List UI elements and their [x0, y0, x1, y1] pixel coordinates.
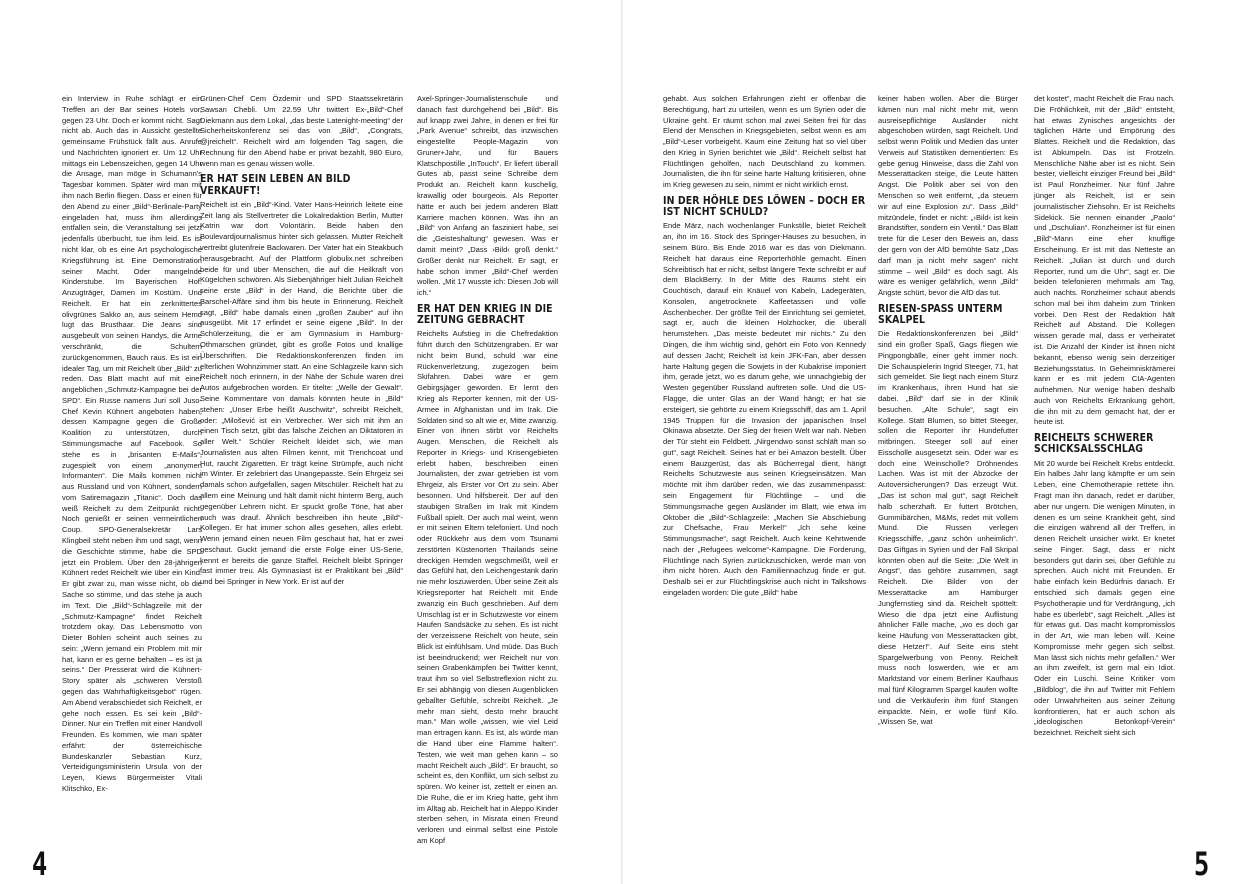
left-page-column-3	[417, 94, 558, 845]
body-paragraph: Die Redaktionskonferenzen bei „Bild“ sind ein großer Spaß, Gags fliegen wie Pingpongbälle, einer geht immer noch. Die Schauspielerin Ingrid Steeger, 71, hat sich gemeldet. Sie liegt nach einem Sturz im Krankenhaus, ihren Hund hat sie dabei. „Bild“ darf sie in der Klinik besuchen. „Alte Schule“, sagt ein Kollege. Statt Blumen, so bittet Steeger, sollen die Reporter ihr Hundefutter mitbringen. Steeger soll auf einer Eisscholle ausgesetzt sein. Oder war es doch eine Weinscholle? Dröhnendes Lachen. Was ist mit der Abzocke der Autoversicherungen? Das erzeugt Wut. „Das ist schon mal gut“, sagt Reichelt halb scherzhaft. Er futtert Brötchen, Gummibärchen, M&Ms, redet mit vollem Mund. Die Russen verlegen Kriegsschiffe, „ganz schön unheimlich“. Das Giftgas in Syrien und der Fall Skripal könnten oben auf die Seite: „Die Welt in Angst“, das gehöre zusammen, sagt Reichelt. Die Bilder von der Messerattacke am Hamburger Jungfernstieg sind da. Reichelt spöttelt: Wieso die dpa jetzt eine Auflistung ähnlicher Fälle mache, „wo es doch gar keine Häufung von Messerattacken gibt, diese Hetzer!“. Auf Seite eins steht Spargelwerbung von Penny. Reichelt muss noch loswerden, wie er am Marktstand vor einem Berliner Kaufhaus mal fünf Kilogramm Spargel kaufen wollte und die Verkäuferin ihm fünf Stangen einpackte. Nein, er wolle fünf Kilo. „Wissen Se, wat	[878, 329, 1018, 727]
page-number-right: 5	[1193, 845, 1210, 883]
body-paragraph: Mit 20 wurde bei Reichelt Krebs entdeckt. Ein halbes Jahr lang kämpfte er um sein Leben, eine Chemotherapie rettete ihn. Fragt man ihn danach, redet er darüber, aber nur ungern. Die wenigen Minuten, in denen es um seine Krankheit geht, sind die einzigen während all der Treffen, in denen Reichelt unsicher wirkt. Er knetet seine Finger. Sagt, dass er nicht besonders gut darin sei, über Gefühle zu sprechen. Auch nicht mit Freunden. Er habe einfach kein Bedürfnis danach. Er entschied sich damals gegen eine Psychotherapie und für Verdrängung, „ich habe es überlebt“, sagt Reichelt. „Alles ist für etwas gut. Das macht kompromisslos in der Art, wie man leben will. Keine Kompromisse mehr gegen sich selbst. Man lässt sich nichts mehr gefallen.“ Wer an ihm zweifelt, ist gern mal ein Idiot. Oder ein Luschi. Seine Kritiker vom „Bildblog“, die ihn auf Twitter mit Fehlern oder Unwahrheiten aus seiner Zeitung konfrontieren, hat er auch schon als „ideologischen Betonkopf-Verein“ bezeichnet. Reichelt sieht sich	[1034, 458, 1175, 738]
body-paragraph: Grünen-Chef Cem Özdemir und SPD Staatssekretärin Sawsan Chebli. Um 22.59 Uhr twittert Ex-„Bild“-Chef Diekmann aus dem Lokal, „das beste Latenight-meeting“ der Sicherheitskonferenz sei das von „Bild“, „Congrats, @jreichelt“. Reichelt wird am folgenden Tag sagen, die Rechnung für den Abend habe er privat bezahlt, 980 Euro, wenn man es genau wissen wolle.	[200, 94, 403, 168]
body-paragraph: ein Interview in Ruhe schlägt er ein Treffen an der Bar seines Hotels vor, gegen 23 Uhr. Doch er kommt nicht. Sagt nicht ab. Auch das in Aussicht gestellte gemeinsame Frühstück fällt aus. Anrufe und Nachrichten ignoriert er. Um 12 Uhr mittags ein Lebenszeichen, gegen 14 Uhr die Ansage, man möge in Schumann's Tagesbar kommen. Später wird man mit ihm nach Berlin fliegen. Dass er einen für den Abend zu einer „Bild“-Berlinale-Party eingeladen hat, muss ihm allerdings entfallen sein, die Veranstaltung sei jetzt jedenfalls überbucht, tue ihm leid. Es ist nicht klar, ob es eine Art psychologische Kriegsführung ist. Eine Demonstration seiner Macht. Oder mangelnde Kinderstube. Im Bayerischen Hof. Anzugträger, Damen im Kostüm. Und Reichelt. Er hat ein zerknittertes olivgrünes Sakko an, aus seinem Hemd lugt das Brusthaar. Die Jeans sind ausgebeult von seinen Handys, die Arme verschränkt, die Schultern zurückgenommen, Bauch raus. Es ist ein idealer Tag, um mit Reichelt über „Bild“ zu reden. Das Blatt macht auf mit einer angeblichen „Schmutz-Kampagne bei der SPD“. Ein Russe namens Juri soll Juso-Chef Kevin Kühnert angeboten haben, dessen Kampagne gegen die Große Koalition zu unterstützen, durch Stimmungsmache auf Facebook. So stehe es in „brisanten E-Mails“, zugespielt von einem „anonymen Informanten“. Die Mails kommen nicht aus Russland und von Kühnert, sondern vom Satiremagazin „Titanic“. Doch das weiß Reichelt zu dem Zeitpunkt nicht. Noch genießt er seinen vermeintlichen Coup. SPD-Generalsekretär Lars Klingbeil steht neben ihm und sagt, wenn die Geschichte stimme, habe die SPD jetzt ein Problem. Über den 28-jährigen Kühnert redet Reichelt wie über ein Kind. Er gibt zwar zu, man wisse nicht, ob die Sache so stimme, und das stehe ja auch im Text. Die „Bild“-Schlagzeile mit der „Schmutz-Kampagne“ findet Reichelt trotzdem okay. Das Lebensmotto von Dieter Bohlen scheint auch seines zu sein: „Wenn jemand ein Problem mit mir hat, kann er es gerne behalten – es ist ja seins.“ Der Presserat wird die Kühnert-Story später als „schweren Verstoß gegen das Wahrhaftigkeitsgebot“ rügen. Am Abend verabschiedet sich Reichelt, er gehe noch essen. Es sei kein „Bild“-Dinner. Nur ein Treffen mit einer Handvoll Freunden. Es kommen, wie man später erfährt: der österreichische Bundeskanzler Sebastian Kurz, Verteidigungsministerin Ursula von der Leyen, Kiews Bürgermeister Vitali Klitschko, Ex-	[62, 94, 202, 793]
body-paragraph: gehabt. Aus solchen Erfahrungen zieht er offenbar die Berechtigung, hart zu urteilen, wenn es um Syrien oder die Ukraine geht. Er räumt schon mal zwei Seiten frei für das Elend der Menschen in Kriegsgebieten, selbst wenn es am „Bild“-Leser vorbeigeht. Kaum eine Zeitung hat so viel über den Krieg in Syrien berichtet wie „Bild“. Reichelt selbst hat Flüchtlingen geholfen, nach Deutschland zu kommen. Journalisten, die ihn für seine harte Haltung kritisieren, ohne im Krieg gewesen zu sein, nimmt er nicht wirklich ernst.	[663, 94, 866, 190]
right-page-column-3	[1034, 94, 1175, 824]
body-paragraph: Axel-Springer-Journalistenschule und danach fast durchgehend bei „Bild“. Bis auf knapp zwei Jahre, in denen er frei für „Park Avenue“ schreibt, das inzwischen eingestellte People-Magazin von Gruner+Jahr, und für Bauers Klatschpostille „InTouch“. Er liefert überall Gutes ab, passt seine Schreibe dem Produkt an. Reichelt kann kuschelig, krawallig oder bourgeois. Als Reporter hätte er auch bei jedem anderen Blatt Karriere machen können. Was ihn an „Bild“ von Anfang an fasziniert habe, sei die „Geisteshaltung“ gewesen. Was er damit meint? „Dass ›Bild‹ groß denkt.“ Größer denkt nur Reichelt. Er sagt, er habe schon immer „Bild“-Chef werden wollen. „Mit 17 wusste ich: Diesen Job will ich.“	[417, 94, 558, 298]
right-page-column-1	[663, 94, 866, 824]
section-headline: REICHELTS SCHWERER SCHICKSALSSCHLAG	[1034, 432, 1154, 456]
body-paragraph: det kostet“, macht Reichelt die Frau nach. Die Fröhlichkeit, mit der „Bild“ entsteht, hat etwas Zynisches angesichts der täglichen Härte und Empörung des Blattes. Reichelt und die Redaktion, das ist Abkumpeln. Das ist Frotzeln. Menschliche Nähe aber ist es nicht. Sein bester, vielleicht einziger Freund bei „Bild“ ist Paul Ronzheimer. Nur fünf Jahre jünger als Reichelt, ist er sein journalistischer Ziehsohn. Er ist Reichelts Sidekick. Sie nennen einander „Paolo“ und „Dschulian“. Ronzheimer ist für einen „Bild“-Mann eine eher knuffige Erscheinung. Er ist mit das Netteste an Reichelt. „Julian ist durch und durch Reporter, rund um die Uhr“, sagt er. Die beiden telefonieren mehrmals am Tag, auch nachts. Ronzheimer schaut abends schon mal bei ihm daheim zum Trinken vorbei. Den Rest der Redaktion hält Reichelt auf Abstand. Die Kollegen wissen gerade mal, dass er verheiratet ist. Die Anzahl der Kinder ist ihnen nicht bekannt, ebenso wenig sein derzeitiger Beziehungsstatus. In Geheimniskrämerei kann er es mit jedem CIA-Agenten aufnehmen. Nur wenige haben deshalb auch von Reichelts Erkrankung gehört, die ihn mit zu dem gemacht hat, der er heute ist.	[1034, 94, 1175, 427]
body-paragraph: Reichelts Aufstieg in die Chefredaktion führt durch den Schützengraben. Er war nicht beim Bund, schuld war eine Rückenverletzung, zugezogen beim Skifahren. Dabei wäre er gern Gebirgsjäger geworden. Er lernt den Krieg als Reporter kennen, mit der US-Armee in Afghanistan und im Irak. Die Soldaten sind so alt wie er, Mitte zwanzig. Einer von ihnen stirbt vor Reichelts Augen. Menschen, die Reichelt als Reporter in Kriegs- und Krisengebieten erlebt haben, beschreiben einen Journalisten, der zwar getrieben ist vom Ehrgeiz, als Erster vor Ort zu sein. Aber besonnen. Und hilfsbereit. Der auf den staubigen Straßen im Irak mit Kindern Fußball spielt. Der auch mal weint, wenn er mit seinen Eltern telefoniert. Und noch oder Rückkehr aus dem vom Tsunami zerstörten Küstenorten Thailands seine dreckigen Hemden wegschmeißt, weil er das Gefühl hat, den Leichengestank darin nie mehr loszuwerden. Über seine Zeit als Kriegsreporter hat Reichelt mit Ende zwanzig ein Buch geschrieben. Auf dem Umschlag ist er in Schutzweste vor einem Haufen Sandsäcke zu sehen. Es ist nicht der verzeissene Reichelt von heute, sein Blick ist einfühlsam. Und müde. Das Buch ist beeindruckend; wer Reichelt nur von seinen Grabenkämpfen bei Twitter kennt, traut ihm so viel Selbstreflexion nicht zu. Er sei abhängig von diesen Augenblicken geballter Gefühle, schreibt Reichelt. „Je mehr man sieht, desto mehr braucht man.“ Man wolle „wissen, wie viel Leid man ertragen kann. Es ist, als würde man die Hand über eine Flamme halten“. Testen, wie weit man gehen kann – so macht Reichelt auch „Bild“. Er braucht, so scheint es, den Konflikt, um sich selbst zu spüren. Wo keiner ist, zettelt er einen an. Die Ruhe, die er im Krieg hatte, geht ihm im Alltag ab. Reichelt hat in Aleppo Kinder sterben sehen, in Misrata einen Freund verloren und einmal selbst eine Pistole am Kopf	[417, 329, 558, 845]
body-paragraph: Reichelt ist ein „Bild“-Kind. Vater Hans-Heinrich leitete eine Zeit lang als Stellvertreter die Lokalredaktion Berlin, Mutter Katrin war dort Volontärin. Beide haben den Boulevardjournalismus hinter sich gelassen. Mutter Reichelt vertreibt glutenfreie Backwaren. Der Vater hat ein Steakbuch herausgebracht. Auf der Plattform globulix.net schreiben beide für und über Menschen, die auf die Heilkraft von Kügelchen schwören. Als Siebenjähriger hielt Julian Reichelt seine erste „Bild“ in der Hand, die Berichte über die Barschel-Affäre sind ihm bis heute in Erinnerung. Reichelt sagt, „Bild“ habe damals einen „großen Zauber“ auf ihn ausgeübt. Mit 17 erfindet er seine eigene „Bild“. In der Schülerzeitung, die er am Gymnasium in Hamburg-Othmarschen gründet, gibt es große Fotos und knallige Überschriften. Die Redaktionskonferenzen finden im elterlichen Wohnzimmer statt. An eine Schlagzeile kann sich Reichelt noch erinnern, in der Nähe der Schule waren drei Autos aufgebrochen worden. Er titelte: „Welle der Gewalt“. Seine Kommentare von damals könnten heute in „Bild“ stehen: „Unser Erbe heißt Auschwitz“, schreibt Reichelt, oder: „Milošević ist ein Verbrecher. Wer sich mit ihm an einen Tisch setzt, gibt das falsche Zeichen an Diktatoren in aller Welt.“ Schüler Reichelt kleidet sich, wie man Journalisten aus alten Filmen kennt, mit Trenchcoat und Hut, raucht Zigaretten. Er trägt keine Strümpfe, auch nicht im Winter. Er zelebriert das Unangepasste. Sein Ehrgeiz sei damals schon aufgefallen, sagen Mitschüler. Reichelt hat zu allem eine Meinung und hält damit nicht hinterm Berg, auch gegenüber Lehrern nicht. Er spuckt große Töne, hat aber auch was drauf. Ähnlich beschreiben ihn heute „Bild“-Kollegen. Er hat immer schon alles gesehen, alles erlebt. Wenn jemand einen neuen Film geschaut hat, hat er zwei geschaut. Guckt jemand die erste Folge einer US-Serie, kennt er bereits die ganze Staffel. Reichelt bleibt Springer fast immer treu. Als Gymnasiast ist er Praktikant bei „Bild“ und bei Springer in New York. Er ist auf der	[200, 199, 403, 587]
left-page-column-1	[62, 94, 202, 824]
spine-gutter	[621, 0, 623, 884]
right-page-column-2	[878, 94, 1018, 824]
section-headline: RIESEN-SPASS UNTERM SKALPEL	[878, 302, 1003, 327]
body-paragraph: keiner haben wollen. Aber die Bürger kämen nun mal nicht mehr mit, wenn ausreisepflichtige Ausländer nicht abgeschoben würden, sagt Reichelt. Und selbst wenn Politik und Medien das unter Verweis auf Statistiken dementierten: Es gebe genug Hinweise, dass die Zahl von Messerattacken steige, die Leute hätten Angst. Die Politik aber sei von den Menschen so weit entfernt, „da steuern wir auf eine Explosion zu“. Dass „Bild“ mitzündele, findet er nicht: „›Bild‹ ist kein Brandstifter, sondern ein Ventil.“ Das Blatt trete für die Leser den Beweis an, dass der gern von der AfD bemühte Satz „Das darf man ja nicht mehr sagen“ nicht stimme – weil „Bild“ es doch sagt. Als wäre es weniger gefährlich, wenn „Bild“ Ängste schürt, bevor die AfD das tut.	[878, 94, 1018, 298]
section-headline: ER HAT SEIN LEBEN AN BILD VERKAUFT!	[200, 173, 351, 197]
body-paragraph: Ende März, nach wochenlanger Funkstille, bietet Reichelt an, ihn im 16. Stock des Springer-Hauses zu besuchen, in seinem Büro. Bis Ende 2016 war es das von Diekmann. Reichelt hat daraus eine Reporterhöhle gemacht. Einen Schreibtisch hat er nicht, selbst längere Texte schreibt er auf dem BlackBerry. In der Mitte des Raums steht ein Couchtisch, darauf ein Knäuel von Kabeln, Ladegeräten, Konsolen, angetrocknete Kaffeetassen und volle Aschenbecher. Der größte Teil der Einrichtung sei gemietet, sagt er, auch die kleinen Holzhocker, die überall herumstehen. „Das meiste bedeutet mir nichts.“ Zu den Dingen, die ihm wichtig sind, gehört ein Foto von Kennedy auf dessen Jacht; Reichelt ist kein JFK-Fan, aber dessen harte Haltung gegen die Sowjets in der Kubakrise imponiert ihm, gerade jetzt, wo es darum gehe, wie unnachgiebig der Westen gegenüber Russland auftreten solle. Und die US-Flagge, die unter Glas an der Wand hängt; er hat sie ersteigert, sie gehörte zu einem Kriegsschiff, das am 1. April 1945 Truppen für die Invasion der japanischen Insel Okinawa absetzte. Der Sieg der freien Welt war nah. Neben der Tür steht ein Feldbett. „Nirgendwo sonst schläft man so gut“, sagt Reichelt. Seines hat er bei Amazon bestellt. Über einem Bauzgerüst, das als Bücherregal dient, hängt Reichelts Schutzweste aus seinen Kriegseinsätzen. Man möchte mit ihm darüber reden, wie das zusammenpasst: sein Engagement für Flüchtlinge – und die Stimmungsmache gegen Ausländer im Blatt, wie etwa im Oktober die „Bild“-Schlagzeile: „Machen Sie Abschiebung zur Chefsache, Frau Merkel!“ „Ich sehe keine Stimmungsmache“, sagt Reichelt. Auch keine Kehrtwende nach der „Refugees welcome“-Kampagne. Die Forderung, Flüchtlinge nach Syrien zurückzuschicken, werde man von ihm nicht hören. Auch den Familiennachzug finde er gut. Deshalb sei er zur Flüchtlingskrise auch nicht in Talkshows eingeladen worden: Die gute „Bild“ habe	[663, 221, 866, 597]
section-headline: ER HAT DEN KRIEG IN DIE ZEITUNG GEBRACHT	[417, 302, 553, 327]
left-page-column-2	[200, 94, 403, 824]
page-number-left: 4	[31, 845, 48, 883]
section-headline: IN DER HÖHLE DES LÖWEN – DOCH ER IST NICHT SCHULD?	[663, 195, 866, 219]
